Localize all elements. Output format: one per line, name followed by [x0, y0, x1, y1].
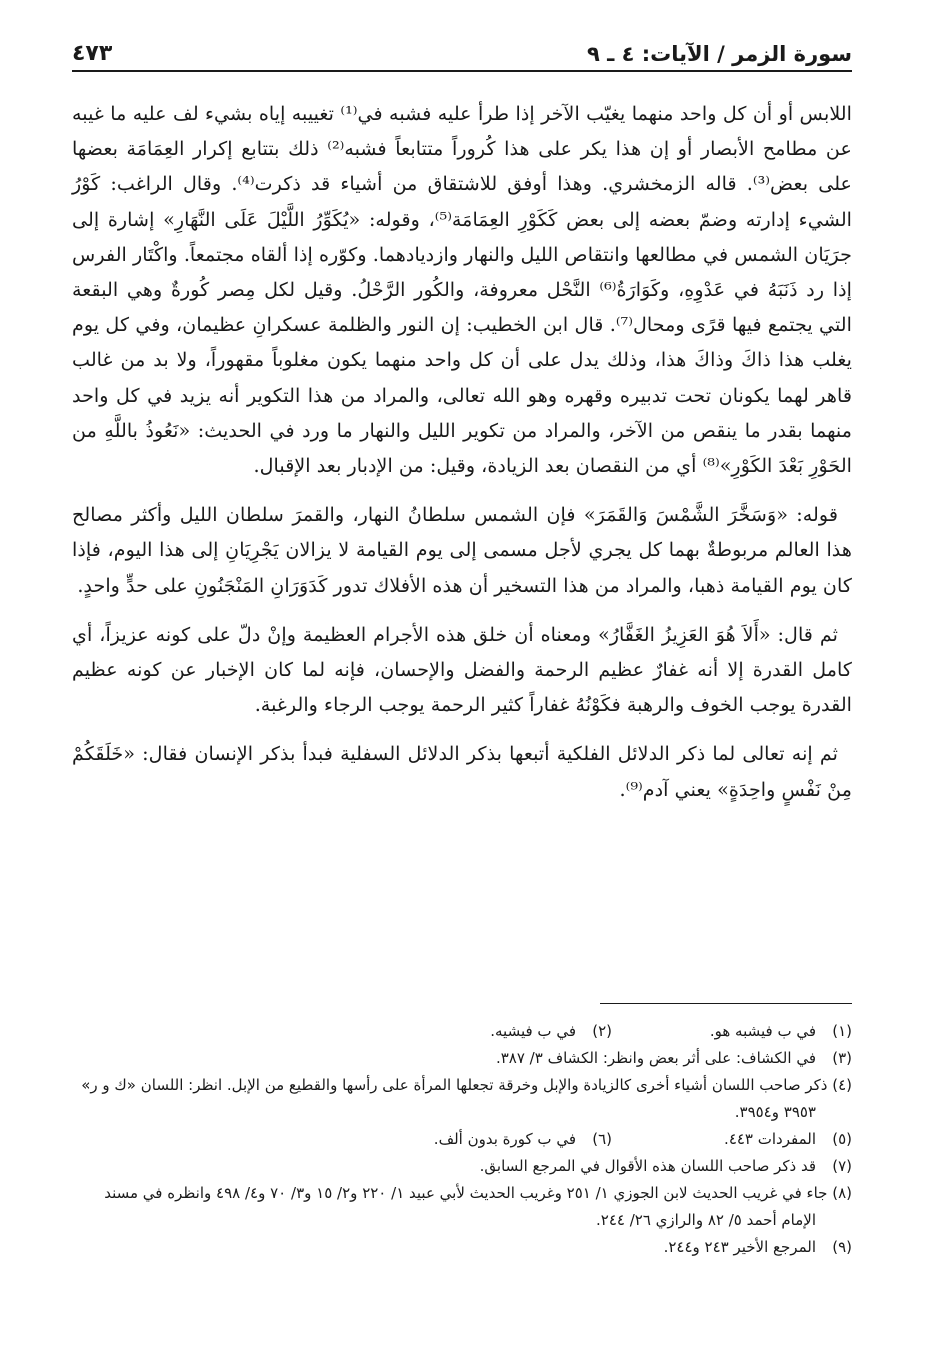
- footnote-number: (٧): [832, 1157, 852, 1175]
- page-number: ٤٧٣: [72, 41, 113, 66]
- footnote-number: (٨): [832, 1184, 852, 1202]
- footnote: [480, 1153, 852, 1180]
- footnote-number: (٦): [592, 1130, 612, 1148]
- footnote-text: جاء في غريب الحديث لابن الجوزي ١/ ٢٥١ وغريب الحديث لأبي عبيد ١/ ٢٢٠ و٢/ ١٥ و٣/ ٧٠ و٤/ ٤٩٨ وانظره في مسند الإمام أحمد ٥/ ٨٢ والرازي ٢٦/ ٢٤٤.: [104, 1184, 828, 1229]
- footnote: [72, 1180, 852, 1234]
- footnote-row: [72, 1153, 852, 1180]
- footnote-text: في الكشاف: على أثر بعض وانظر: الكشاف ٣/ ٣٨٧.: [495, 1049, 816, 1067]
- footnote: [496, 1045, 852, 1072]
- footnote: [612, 1018, 852, 1045]
- footnote-text: المفردات ٤٤٣.: [724, 1130, 816, 1148]
- footnote-number: (٤): [832, 1076, 852, 1094]
- footnote: [434, 1126, 612, 1153]
- footnote: [490, 1018, 612, 1045]
- footnote-row: [72, 1126, 852, 1153]
- footnote-text: في ب فيشيه.: [490, 1022, 576, 1040]
- paragraph: ثم إنه تعالى لما ذكر الدلائل الفلكية أتبعها بذكر الدلائل السفلية فبدأ بذكر الإنسان فقال: «خَلَقَكُمْ مِنْ نَفْسٍ واحِدَةٍ» يعني آدم⁽⁹⁾.: [72, 742, 852, 801]
- footnote-text: المرجع الأخير ٢٤٣ و٢٤٤.: [663, 1238, 816, 1256]
- footnotes: [72, 1018, 852, 1261]
- main-text: [72, 96, 852, 807]
- footnote-text: ذكر صاحب اللسان أشياء أخرى كالزيادة والإبل وخرقة تجعلها المرأة على رأسها والقطيع من الإبل. انظر: اللسان «ك و ر» ٣٩٥٣ و٣٩٥٤.: [81, 1076, 828, 1121]
- footnote-row: [72, 1045, 852, 1072]
- footnote-number: (٥): [832, 1130, 852, 1148]
- footnote-text: في ب فيشبه هو.: [709, 1022, 816, 1040]
- footnote-number: (١): [832, 1022, 852, 1040]
- footnote: [72, 1072, 852, 1126]
- footnote: [612, 1126, 852, 1153]
- footnote-row: [72, 1018, 852, 1045]
- footnote-number: (٩): [832, 1238, 852, 1256]
- footnote-number: (٢): [592, 1022, 612, 1040]
- footnote-number: (٣): [832, 1049, 852, 1067]
- footnote-row: [72, 1234, 852, 1261]
- paragraph: قوله: «وَسَخَّرَ الشَّمْسَ وَالقَمَرَ» فإن الشمس سلطانُ النهار، والقمرَ سلطان الليل وأكثر مصالح هذا العالم مربوطةٌ بهما كل يجري لأجل مسمى إلى يوم القيامة لا يزالان يَجْرِيَانِ إلى هذا اليوم، فإذا كان يوم القيامة ذهبا، والمراد من هذا التسخير أن هذه الأفلاك تدور كَدَوَرَانِ المَنْجَنُونِ على حدٍّ واحدٍ.: [72, 503, 852, 597]
- chapter-title: سورة الزمر / الآيات: ٤ ـ ٩: [586, 42, 852, 66]
- paragraph: ثم قال: «أَلاَ هُوَ العَزِيزُ الغَفَّارُ» ومعناه أن خلق هذه الأجرام العظيمة وإنْ دلّ على كونه عزيزاً، أي كامل القدرة إلا أنه غفارٌ عظيم الرحمة والفضل والإحسان، فإنه لما كان الإخبار عن كونه عظيم القدرة يوجب الخوف والرهبة فكَوْنُهُ غفاراً كثير الرحمة يوجب الرجاء والرغبة.: [72, 622, 852, 717]
- footnote: [664, 1234, 852, 1261]
- footnote-text: في ب كورة بدون ألف.: [433, 1130, 576, 1148]
- footnote-separator: [600, 1003, 852, 1004]
- paragraph: اللابس أو أن كل واحد منهما يغيّب الآخر إذا طرأ عليه فشبه في⁽¹⁾ تغييبه إياه بشيء لف عليه ما غيبه عن مطامح الأبصار أو إن هذا يكر على هذا كُروراً متتابعاً فشبه⁽²⁾ ذلك بتتابع إكرار العِمَامَة بعضها على بعض⁽³⁾. قاله الزمخشري. وهذا أوفق للاشتقاق من أشياء قد ذكرت⁽⁴⁾. وقال الراغب: كَوْرُ الشيء إدارته وضمّ بعضه إلى بعض كَكَوْرِ العِمَامَة⁽⁵⁾، وقوله: «يُكَوِّرُ اللَّيْلَ عَلَى النَّهَارِ» إشارة إلى جرَيَان الشمس في مطالعها وانتقاص الليل والنهار وازديادهما. وكوّره إذا ألقاه مجتمعاً. واكْتَار الفرس إذا رد ذَنَبَهُ في عَدْوِهِ، وكَوَارَةُ⁽⁶⁾ النَّحْل معروفة، والكُور الرَّحْلُ. وقيل لكل مِصر كُورةٌ وهي البقعة التي يجتمع فيها قرًى ومحال⁽⁷⁾. قال ابن الخطيب: إن النور والظلمة عسكرانِ عظيمان، وفي كل يوم يغلب هذا ذاكَ وذاكَ هذا، وذلك يدل على أن كل واحد منهما يكون مغلوباً مقهوراً، ولا بد من غالب قاهر لهما يكونان تحت تدبيره وقهره وهو الله تعالى، والمراد من هذا التكوير أنه يزيد في كل واحد منهما بقدر ما ينقص من الآخر، والمراد من تكوير الليل والنهار ما ورد في الحديث: «نَعُوذُ باللَّهِ من الحَوْرِ بَعْدَ الكَوْرِ»⁽⁸⁾ أي من النقصان بعد الزيادة، وقيل: من الإدبار بعد الإقبال.: [72, 102, 852, 478]
- running-header: [72, 28, 852, 72]
- footnote-text: قد ذكر صاحب اللسان هذه الأقوال في المرجع السابق.: [479, 1157, 816, 1175]
